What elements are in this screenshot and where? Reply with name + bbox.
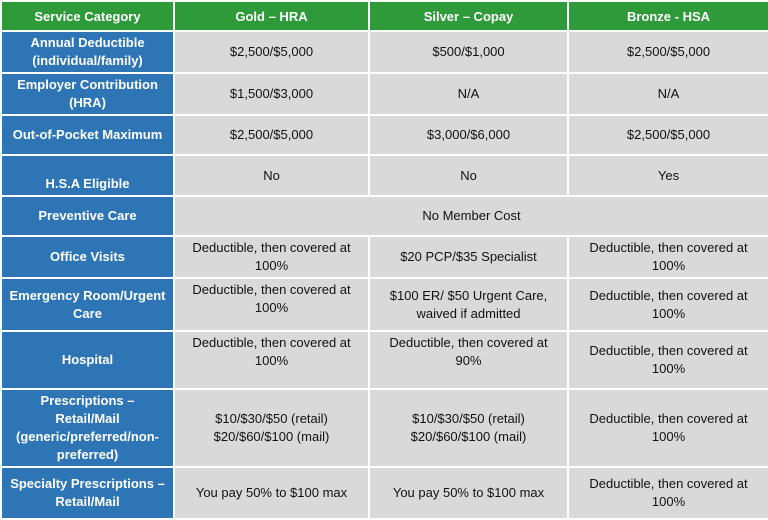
header-row <box>2 2 768 30</box>
table-row <box>2 468 768 518</box>
row-label-preventive-care: Preventive Care <box>2 197 173 235</box>
bronze-cell: Deductible, then covered at 100% <box>569 237 768 277</box>
silver-cell: $100 ER/ $50 Urgent Care, waived if admitted <box>370 279 567 330</box>
gold-cell: Deductible, then covered at 100% <box>175 332 368 388</box>
row-label-out-of-pocket-maximum: Out-of-Pocket Maximum <box>2 116 173 154</box>
silver-cell: $20 PCP/$35 Specialist <box>370 237 567 277</box>
table-row <box>2 197 768 235</box>
bronze-cell: $2,500/$5,000 <box>569 116 768 154</box>
row-label-office-visits: Office Visits <box>2 237 173 277</box>
table-row <box>2 237 768 277</box>
bronze-cell: N/A <box>569 74 768 114</box>
row-label-employer-contribution: Employer Contribution (HRA) <box>2 74 173 114</box>
silver-cell: $10/$30/$50 (retail) $20/$60/$100 (mail) <box>370 390 567 466</box>
gold-cell: $10/$30/$50 (retail) $20/$60/$100 (mail) <box>175 390 368 466</box>
silver-cell: N/A <box>370 74 567 114</box>
table-row <box>2 32 768 72</box>
bronze-cell: Deductible, then covered at 100% <box>569 332 768 388</box>
silver-cell: Deductible, then covered at 90% <box>370 332 567 388</box>
silver-cell: No <box>370 156 567 195</box>
row-label-emergency-room-urgent-care: Emergency Room/Urgent Care <box>2 279 173 330</box>
table-row <box>2 74 768 114</box>
bronze-cell: Deductible, then covered at 100% <box>569 468 768 518</box>
header-gold-hra: Gold – HRA <box>175 2 368 30</box>
header-service-category: Service Category <box>2 2 173 30</box>
row-label-annual-deductible: Annual Deductible (individual/family) <box>2 32 173 72</box>
row-label-hospital: Hospital <box>2 332 173 388</box>
silver-cell: You pay 50% to $100 max <box>370 468 567 518</box>
bronze-cell: Deductible, then covered at 100% <box>569 279 768 330</box>
gold-cell: Deductible, then covered at 100% <box>175 279 368 330</box>
bronze-cell: Deductible, then covered at 100% <box>569 390 768 466</box>
row-label-specialty-prescriptions: Specialty Prescriptions – Retail/Mail <box>2 468 173 518</box>
gold-cell: $2,500/$5,000 <box>175 32 368 72</box>
preventive-care-all-plans-cell: No Member Cost <box>175 197 768 235</box>
gold-cell: You pay 50% to $100 max <box>175 468 368 518</box>
table-row <box>2 332 768 388</box>
gold-cell: $1,500/$3,000 <box>175 74 368 114</box>
table-row <box>2 279 768 330</box>
gold-cell: $2,500/$5,000 <box>175 116 368 154</box>
header-silver-copay: Silver – Copay <box>370 2 567 30</box>
table-row <box>2 390 768 466</box>
header-bronze-hsa: Bronze - HSA <box>569 2 768 30</box>
table-row <box>2 156 768 195</box>
row-label-hsa-eligible: H.S.A Eligible <box>2 156 173 195</box>
silver-cell: $3,000/$6,000 <box>370 116 567 154</box>
table-row <box>2 116 768 154</box>
bronze-cell: Yes <box>569 156 768 195</box>
row-label-prescriptions-retail-mail: Prescriptions – Retail/Mail (generic/preferred/non- preferred) <box>2 390 173 466</box>
gold-cell: No <box>175 156 368 195</box>
gold-cell: Deductible, then covered at 100% <box>175 237 368 277</box>
bronze-cell: $2,500/$5,000 <box>569 32 768 72</box>
silver-cell: $500/$1,000 <box>370 32 567 72</box>
